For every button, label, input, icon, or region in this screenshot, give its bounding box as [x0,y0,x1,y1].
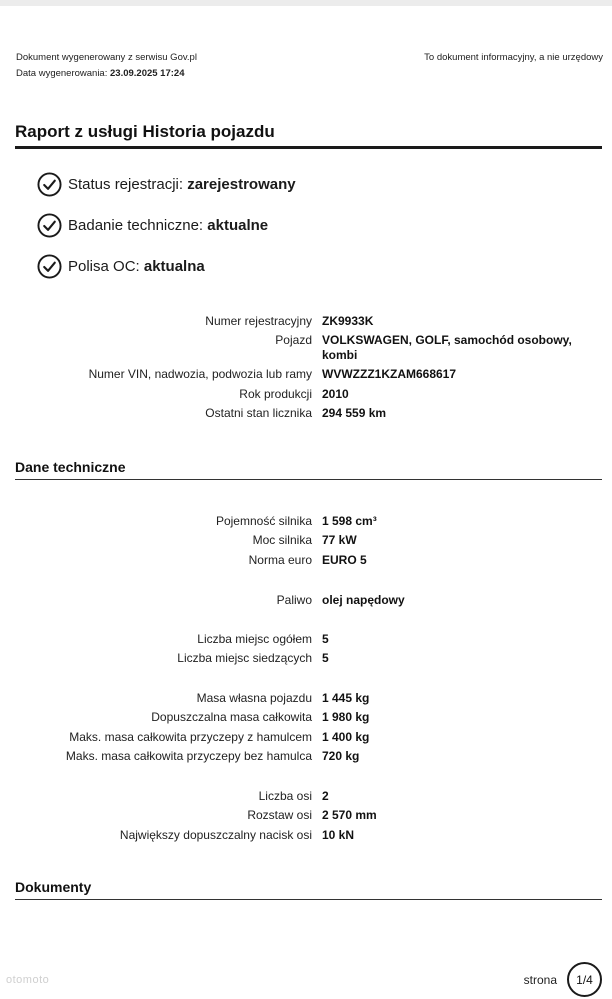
detail-value: 1 980 kg [322,710,370,725]
generation-info [16,50,197,82]
tech-group-seats [0,629,612,668]
detail-label: Norma euro [248,552,312,567]
detail-row [0,727,612,747]
section-divider [15,479,602,480]
detail-label: Numer VIN, nadwozia, podwozia lub ramy [88,367,312,382]
section-title-documents: Dokumenty [15,879,92,895]
detail-row [0,550,612,570]
detail-value: WVWZZZ1KZAM668617 [322,367,457,382]
detail-row [0,311,612,331]
detail-row [0,786,612,806]
tech-group-fuel [0,590,612,610]
detail-row [0,825,612,845]
detail-value: 1 400 kg [322,729,370,744]
detail-value: 2010 [322,386,349,401]
title-divider [15,146,602,149]
detail-label: Pojazd [275,332,312,347]
status-label: Polisa OC: [68,258,140,275]
section-divider [15,899,602,900]
section-title-tech: Dane techniczne [15,459,126,475]
detail-row [0,404,612,424]
status-value: aktualna [143,258,205,275]
status-insurance [37,253,296,280]
detail-value: 294 559 km [322,406,387,421]
detail-row [0,649,612,669]
watermark: otomoto [6,974,50,986]
detail-row [0,511,612,531]
tech-group-mass [0,688,612,766]
detail-label: Liczba miejsc siedzących [177,651,312,666]
detail-label: Maks. masa całkowita przyczepy z hamulcem [69,729,312,744]
page-number[interactable]: 1/4 [567,962,602,997]
detail-value: olej napędowy [322,592,405,607]
status-value: aktualne [207,217,269,234]
detail-row [0,331,612,365]
detail-value: 720 kg [322,749,360,764]
detail-value: 5 [322,631,329,646]
page-title: Raport z usługi Historia pojazdu [15,122,275,141]
detail-label: Pojemność silnika [215,513,312,528]
detail-row [0,384,612,404]
tech-group-axles [0,786,612,845]
detail-row [0,747,612,767]
detail-row [0,365,612,385]
detail-value: 77 kW [322,533,357,548]
detail-label: Dopuszczalna masa całkowita [151,710,312,725]
detail-label: Liczba miejsc ogółem [197,631,312,646]
check-circle-icon [37,213,62,238]
detail-label: Największy dopuszczalny nacisk osi [119,827,312,842]
detail-label: Masa własna pojazdu [196,690,312,705]
status-value: zarejestrowany [187,176,296,193]
detail-label: Liczba osi [258,788,312,803]
detail-label: Rozstaw osi [247,808,312,823]
status-list [37,171,296,294]
page-indicator [524,962,602,997]
detail-label: Ostatni stan licznika [205,406,312,421]
detail-value: 2 570 mm [322,808,377,823]
check-circle-icon [37,254,62,279]
detail-row [0,590,612,610]
detail-row [0,629,612,649]
generated-date-value: 23.09.2025 17:24 [110,68,185,79]
generated-date: Data wygenerowania: 23.09.2025 17:24 [16,68,185,79]
status-label: Status rejestracji: [68,176,184,193]
status-registration [37,171,296,198]
detail-label: Moc silnika [252,533,312,548]
detail-value: ZK9933K [322,313,374,328]
detail-label: Maks. masa całkowita przyczepy bez hamulca [65,749,312,764]
detail-label: Numer rejestracyjny [205,313,312,328]
detail-value: VOLKSWAGEN, GOLF, samochód osobowy, kombi [322,332,572,362]
tech-group-engine [0,511,612,570]
detail-label: Rok produkcji [239,386,312,401]
detail-value: 10 kN [322,827,355,842]
disclaimer-text: To dokument informacyjny, a nie urzędowy [424,52,603,63]
detail-row [0,806,612,826]
detail-row [0,531,612,551]
page-label: strona [523,972,557,987]
detail-label: Paliwo [276,592,312,607]
detail-row [0,708,612,728]
detail-value: 1 598 cm³ [322,513,377,528]
detail-row [0,688,612,708]
detail-value: EURO 5 [322,552,367,567]
detail-value: 1 445 kg [322,690,370,705]
status-inspection [37,212,296,239]
vehicle-details [0,311,612,423]
check-circle-icon [37,172,62,197]
status-label: Badanie techniczne: [68,217,204,234]
detail-value: 5 [322,651,329,666]
generated-by-text: Dokument wygenerowany z serwisu Gov.pl [16,52,197,63]
detail-value: 2 [322,788,329,803]
top-bar [0,0,612,6]
